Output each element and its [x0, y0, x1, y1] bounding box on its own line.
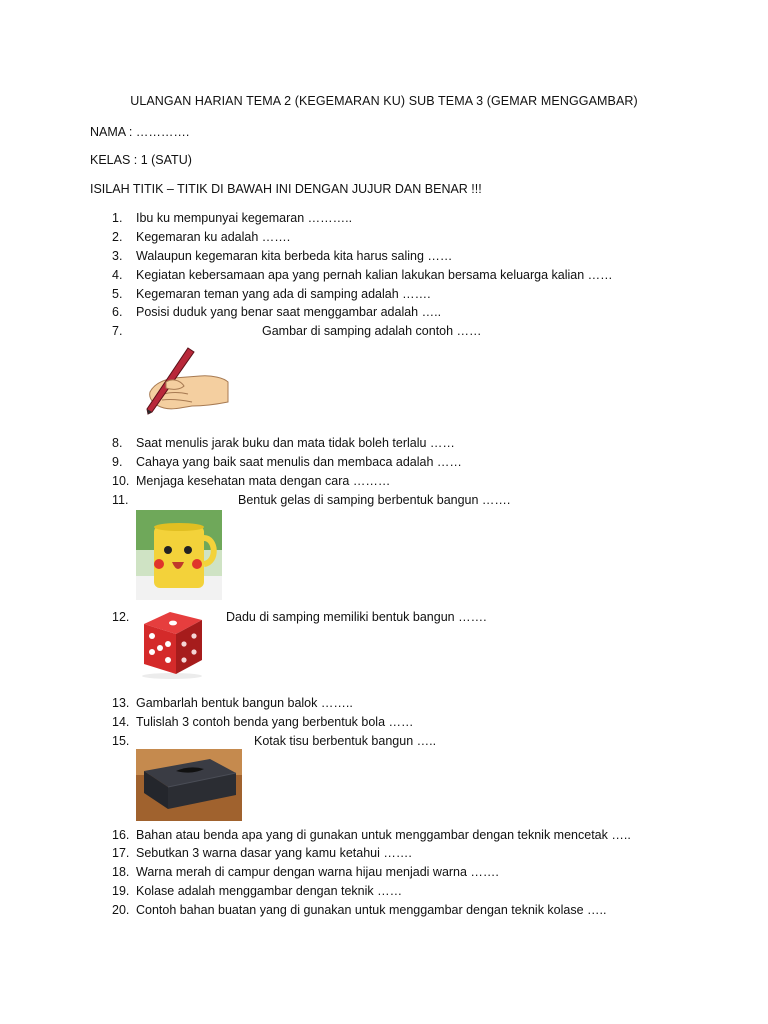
- instruction: ISILAH TITIK – TITIK DI BAWAH INI DENGAN JUJUR DAN BENAR !!!: [90, 182, 482, 196]
- question-8: 8. Saat menulis jarak buku dan mata tidak boleh terlalu ……: [112, 436, 455, 450]
- class-field: KELAS : 1 (SATU): [90, 153, 192, 167]
- name-field: NAMA : ………….: [90, 125, 190, 139]
- question-14: 14. Tulislah 3 contoh benda yang berbentuk bola ……: [112, 715, 414, 729]
- question-18: 18. Warna merah di campur dengan warna hijau menjadi warna …….: [112, 865, 499, 879]
- question-7: 7. Gambar di samping adalah contoh ……: [112, 324, 482, 338]
- worksheet-title: ULANGAN HARIAN TEMA 2 (KEGEMARAN KU) SUB TEMA 3 (GEMAR MENGGAMBAR): [130, 94, 638, 108]
- question-10: 10. Menjaga kesehatan mata dengan cara ………: [112, 474, 391, 488]
- question-1: 1. Ibu ku mempunyai kegemaran ………..: [112, 211, 353, 225]
- question-13: 13. Gambarlah bentuk bangun balok ……..: [112, 696, 353, 710]
- question-12: 12. Dadu di samping memiliki bentuk bangun …….: [112, 610, 487, 624]
- question-20: 20. Contoh bahan buatan yang di gunakan untuk menggambar dengan teknik kolase …..: [112, 903, 607, 917]
- question-2: 2. Kegemaran ku adalah …….: [112, 230, 291, 244]
- question-6: 6. Posisi duduk yang benar saat menggambar adalah …..: [112, 305, 442, 319]
- pikachu-mug-icon: [136, 510, 222, 600]
- question-16: 16. Bahan atau benda apa yang di gunakan untuk menggambar dengan teknik mencetak …..: [112, 828, 631, 842]
- question-17: 17. Sebutkan 3 warna dasar yang kamu ketahui …….: [112, 846, 412, 860]
- question-19: 19. Kolase adalah menggambar dengan teknik ……: [112, 884, 403, 898]
- question-5: 5. Kegemaran teman yang ada di samping adalah …….: [112, 287, 431, 301]
- question-15: 15. Kotak tisu berbentuk bangun …..: [112, 734, 437, 748]
- question-11: 11. Bentuk gelas di samping berbentuk bangun …….: [112, 493, 511, 507]
- question-3: 3. Walaupun kegemaran kita berbeda kita harus saling ……: [112, 249, 453, 263]
- question-9: 9. Cahaya yang baik saat menulis dan membaca adalah ……: [112, 455, 462, 469]
- tissue-box-icon: [136, 749, 242, 821]
- red-dice-icon: [136, 606, 208, 680]
- hand-pencil-icon: [140, 342, 230, 420]
- question-4: 4. Kegiatan kebersamaan apa yang pernah kalian lakukan bersama keluarga kalian ……: [112, 268, 613, 282]
